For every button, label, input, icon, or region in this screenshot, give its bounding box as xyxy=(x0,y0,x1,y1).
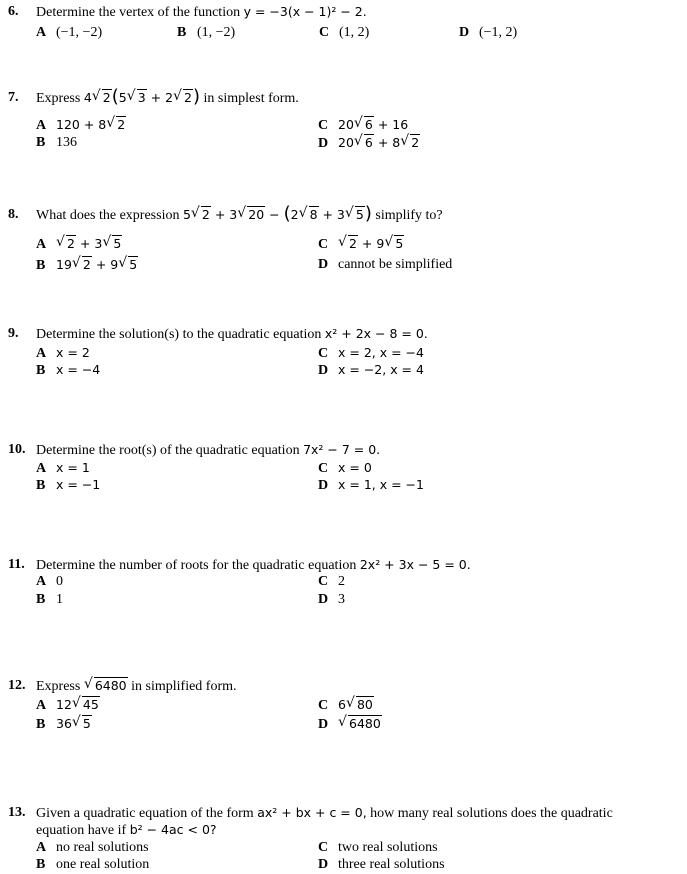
option-c[interactable]: C x = 0 xyxy=(318,460,372,476)
option-a[interactable]: A 12√ 45 xyxy=(36,697,100,714)
question-expression: 2x² + 3x − 5 = 0. xyxy=(359,557,471,572)
question-text: Determine the solution(s) to the quadratic equation x² + 2x − 8 = 0. xyxy=(36,326,428,342)
option-b[interactable]: B x = −4 xyxy=(36,362,101,378)
question-text: Determine the root(s) of the quadratic equation 7x² − 7 = 0. xyxy=(36,442,381,458)
question-text: Express 4√ 2(5√ 3 + 2√ 2) in simplest form. xyxy=(36,90,299,107)
question-number: 10. xyxy=(8,442,26,457)
question-text-line-2: equation have if b² − 4ac < 0? xyxy=(36,822,217,838)
option-a[interactable]: A (−1, −2) xyxy=(36,25,103,40)
option-a[interactable]: A 0 xyxy=(36,574,63,589)
question-number: 11. xyxy=(8,557,25,572)
option-b[interactable]: B one real solution xyxy=(36,857,150,872)
question-number: 12. xyxy=(8,678,26,693)
question-expression: ax² + bx + c = 0, xyxy=(257,805,367,820)
option-d[interactable]: D 20√ 6 + 8√ 2 xyxy=(318,135,420,152)
question-expression: y = −3(x − 1)² − 2. xyxy=(243,4,367,19)
option-c[interactable]: C x = 2, x = −4 xyxy=(318,345,424,361)
option-c[interactable]: C (1, 2) xyxy=(319,25,370,40)
question-number: 7. xyxy=(8,90,19,105)
question-text: Determine the number of roots for the quadratic equation 2x² + 3x − 5 = 0. xyxy=(36,557,471,573)
option-d[interactable]: D 3 xyxy=(318,592,345,607)
question-number: 6. xyxy=(8,4,19,19)
option-b[interactable]: B 136 xyxy=(36,135,77,150)
option-c[interactable]: C√ 2 + 9√ 5 xyxy=(318,236,404,253)
option-a[interactable]: A no real solutions xyxy=(36,840,149,855)
option-a[interactable]: A x = 2 xyxy=(36,345,90,361)
option-d[interactable]: D three real solutions xyxy=(318,857,445,872)
option-c[interactable]: C 6√ 80 xyxy=(318,697,374,714)
option-c[interactable]: C two real solutions xyxy=(318,840,438,855)
option-a[interactable]: A 120 + 8√ 2 xyxy=(36,117,126,134)
question-expression: √ 6480 xyxy=(84,678,128,693)
question-text: Express √ 6480 in simplified form. xyxy=(36,678,237,695)
question-number: 9. xyxy=(8,326,19,341)
option-a[interactable]: A√ 2 + 3√ 5 xyxy=(36,236,122,253)
question-expression: 7x² − 7 = 0. xyxy=(303,442,381,457)
option-b[interactable]: B 1 xyxy=(36,592,63,607)
question-number: 13. xyxy=(8,805,26,820)
option-a[interactable]: A x = 1 xyxy=(36,460,90,476)
option-c[interactable]: C 2 xyxy=(318,574,345,589)
option-d[interactable]: D x = 1, x = −1 xyxy=(318,477,424,493)
question-text-line-1: Given a quadratic equation of the form ax² + bx + c = 0, how many real solutions does the quadratic xyxy=(36,805,613,821)
option-b[interactable]: B 36√ 5 xyxy=(36,716,92,733)
question-expression: x² + 2x − 8 = 0. xyxy=(324,326,428,341)
question-number: 8. xyxy=(8,207,19,222)
question-expression: 5√ 2 + 3√ 20 − (2√ 8 + 3√ 5) xyxy=(183,207,372,222)
option-b[interactable]: B x = −1 xyxy=(36,477,101,493)
option-d[interactable]: D (−1, 2) xyxy=(459,25,518,40)
option-d[interactable]: D√ 6480 xyxy=(318,716,382,733)
question-text: Determine the vertex of the function y = −3(x − 1)² − 2. xyxy=(36,4,367,20)
option-b[interactable]: B (1, −2) xyxy=(177,25,236,40)
option-d[interactable]: D x = −2, x = 4 xyxy=(318,362,424,378)
question-text: What does the expression 5√ 2 + 3√ 20 − (2√ 8 + 3√ 5) simplify to? xyxy=(36,207,443,224)
option-b[interactable]: B 19√ 2 + 9√ 5 xyxy=(36,257,138,274)
question-condition: b² − 4ac < 0? xyxy=(129,822,217,837)
option-c[interactable]: C 20√ 6 + 16 xyxy=(318,117,408,134)
option-d[interactable]: D cannot be simplified xyxy=(318,257,453,272)
question-expression: 4√ 2(5√ 3 + 2√ 2) xyxy=(84,90,200,105)
